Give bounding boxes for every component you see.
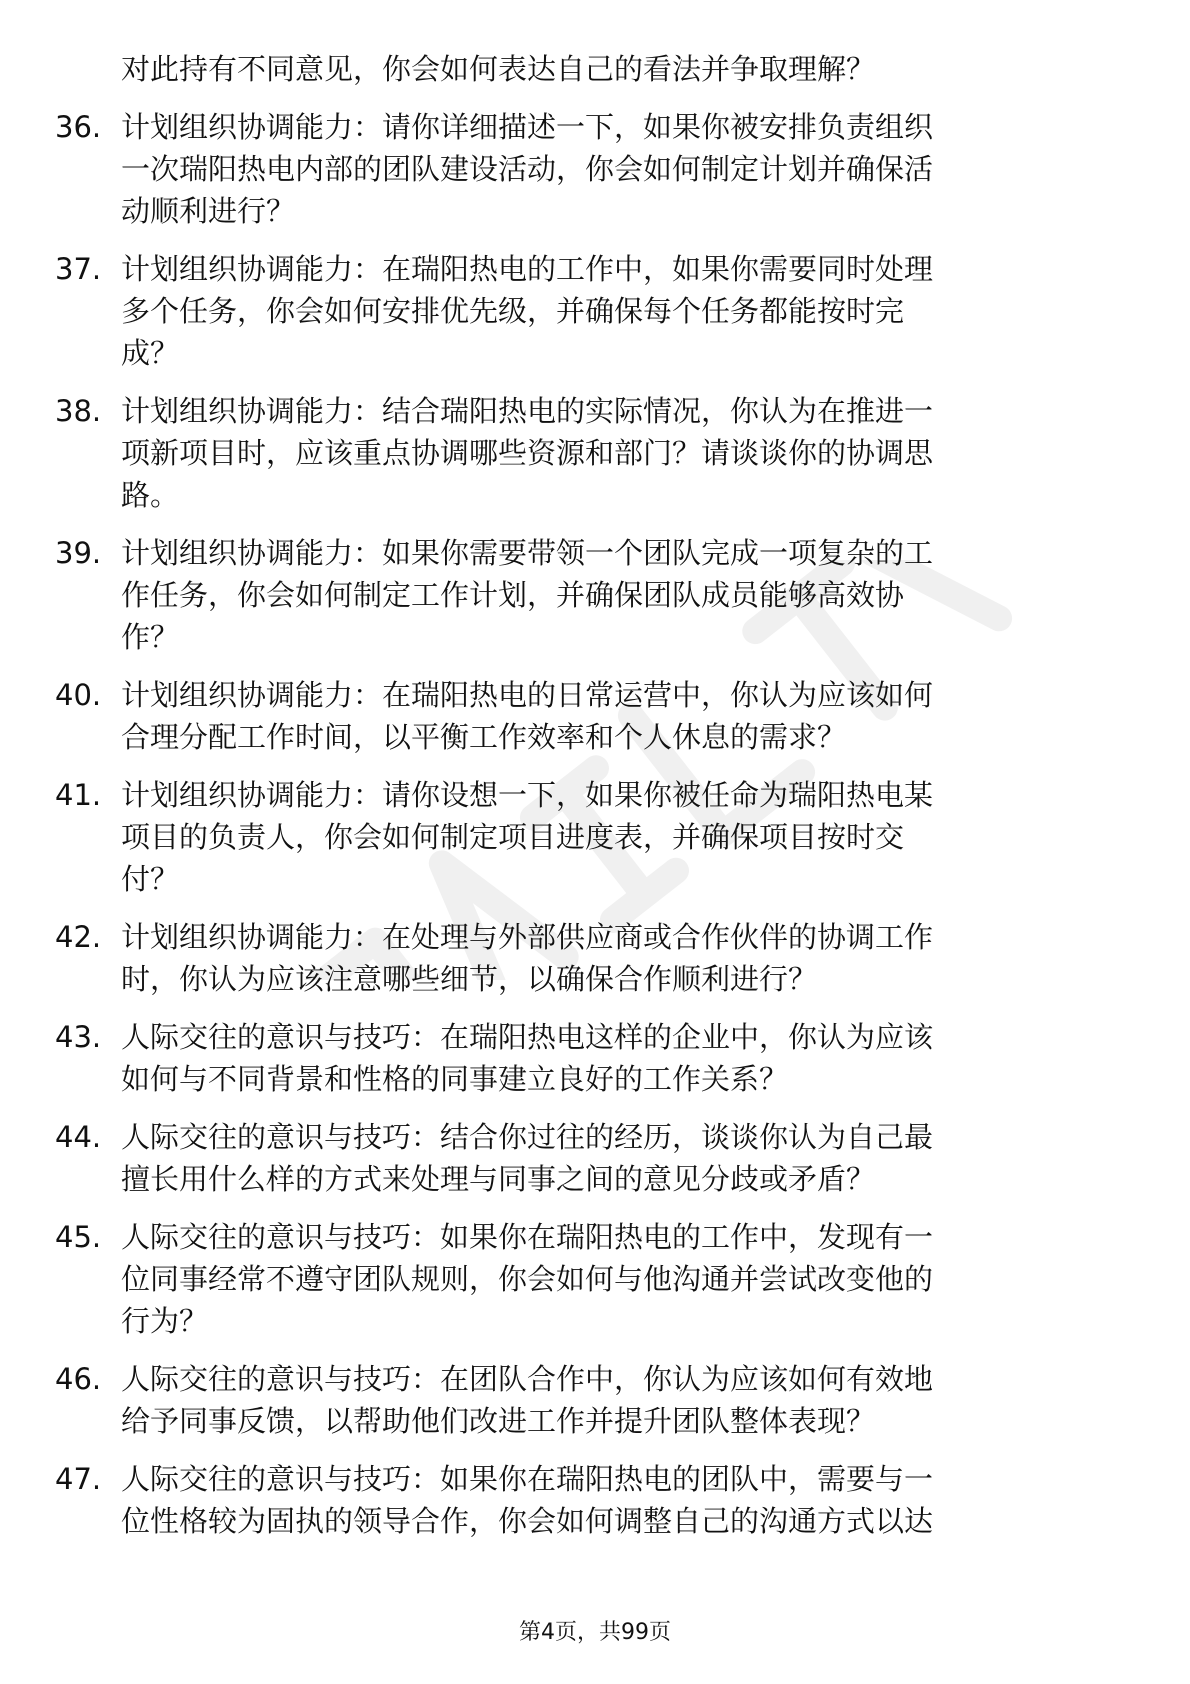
question-line: 人际交往的意识与技巧：结合你过往的经历，谈谈你认为自己最: [121, 1120, 934, 1154]
question-text: [121, 1216, 1115, 1342]
list-item: [55, 774, 1115, 900]
question-number: 39.: [55, 536, 102, 570]
list-item: [55, 916, 1115, 1000]
question-line: 位同事经常不遵守团队规则，你会如何与他沟通并尝试改变他的: [121, 1262, 934, 1296]
list-item: [55, 1358, 1115, 1442]
question-text: [121, 1458, 1115, 1542]
question-line: 计划组织协调能力：结合瑞阳热电的实际情况，你认为在推进一: [121, 394, 934, 428]
question-line: 人际交往的意识与技巧：如果你在瑞阳热电的团队中，需要与一: [121, 1462, 934, 1496]
question-line: 付？: [121, 862, 180, 896]
question-line: 计划组织协调能力：如果你需要带领一个团队完成一项复杂的工: [121, 536, 934, 570]
question-number: 43.: [55, 1020, 102, 1054]
question-line: 计划组织协调能力：请你详细描述一下，如果你被安排负责组织: [121, 110, 934, 144]
question-text: [121, 106, 1115, 232]
list-item: [55, 532, 1115, 658]
question-line: 项目的负责人，你会如何制定项目进度表，并确保项目按时交: [121, 820, 905, 854]
question-line: 人际交往的意识与技巧：在瑞阳热电这样的企业中，你认为应该: [121, 1020, 934, 1054]
question-number: 44.: [55, 1120, 102, 1154]
question-line: 人际交往的意识与技巧：如果你在瑞阳热电的工作中，发现有一: [121, 1220, 934, 1254]
question-text: [121, 248, 1115, 374]
question-line: 计划组织协调能力：在瑞阳热电的工作中，如果你需要同时处理: [121, 252, 934, 286]
question-line: 作？: [121, 620, 180, 654]
question-line: 行为？: [121, 1304, 209, 1338]
question-line: 多个任务，你会如何安排优先级，并确保每个任务都能按时完: [121, 294, 905, 328]
list-item: [55, 1458, 1115, 1542]
question-number: 47.: [55, 1462, 102, 1496]
document-body: [55, 48, 1115, 1558]
question-text: [121, 1116, 1115, 1200]
question-number: 40.: [55, 678, 102, 712]
question-number: 38.: [55, 394, 102, 428]
question-number: 45.: [55, 1220, 102, 1254]
question-line: 项新项目时，应该重点协调哪些资源和部门？请谈谈你的协调思: [121, 436, 934, 470]
question-line: 计划组织协调能力：在处理与外部供应商或合作伙伴的协调工作: [121, 920, 934, 954]
question-line: 路。: [121, 478, 180, 512]
question-number: 42.: [55, 920, 102, 954]
question-text: [121, 532, 1115, 658]
question-line: 作任务，你会如何制定工作计划，并确保团队成员能够高效协: [121, 578, 905, 612]
question-line: 擅长用什么样的方式来处理与同事之间的意见分歧或矛盾？: [121, 1162, 876, 1196]
question-line: 合理分配工作时间，以平衡工作效率和个人休息的需求？: [121, 720, 847, 754]
question-line: 如何与不同背景和性格的同事建立良好的工作关系？: [121, 1062, 789, 1096]
question-line: 动顺利进行？: [121, 194, 296, 228]
continuation-line: 对此持有不同意见，你会如何表达自己的看法并争取理解？: [121, 52, 876, 86]
question-line: 给予同事反馈，以帮助他们改进工作并提升团队整体表现？: [121, 1404, 876, 1438]
question-number: 46.: [55, 1362, 102, 1396]
page-footer: 第4页，共99页: [519, 1620, 671, 1645]
question-text: [121, 1358, 1115, 1442]
question-line: 位性格较为固执的领导合作，你会如何调整自己的沟通方式以达: [121, 1504, 934, 1538]
question-number: 37.: [55, 252, 102, 286]
question-number: 36.: [55, 110, 102, 144]
question-number: 41.: [55, 778, 102, 812]
question-line: 成？: [121, 336, 180, 370]
list-item: [55, 674, 1115, 758]
question-line: 一次瑞阳热电内部的团队建设活动，你会如何制定计划并确保活: [121, 152, 934, 186]
question-line: 计划组织协调能力：在瑞阳热电的日常运营中，你认为应该如何: [121, 678, 934, 712]
question-text: [121, 916, 1115, 1000]
list-item: [55, 248, 1115, 374]
list-item: [55, 1216, 1115, 1342]
question-line: 计划组织协调能力：请你设想一下，如果你被任命为瑞阳热电某: [121, 778, 934, 812]
question-text: [121, 674, 1115, 758]
question-line: 时，你认为应该注意哪些细节，以确保合作顺利进行？: [121, 962, 818, 996]
list-item: [55, 1116, 1115, 1200]
list-item: [55, 390, 1115, 516]
question-list: [55, 106, 1115, 1542]
question-text: [121, 1016, 1115, 1100]
question-text: [121, 774, 1115, 900]
list-item: [55, 1016, 1115, 1100]
question-text: [121, 390, 1115, 516]
list-item: [55, 106, 1115, 232]
question-line: 人际交往的意识与技巧：在团队合作中，你认为应该如何有效地: [121, 1362, 934, 1396]
